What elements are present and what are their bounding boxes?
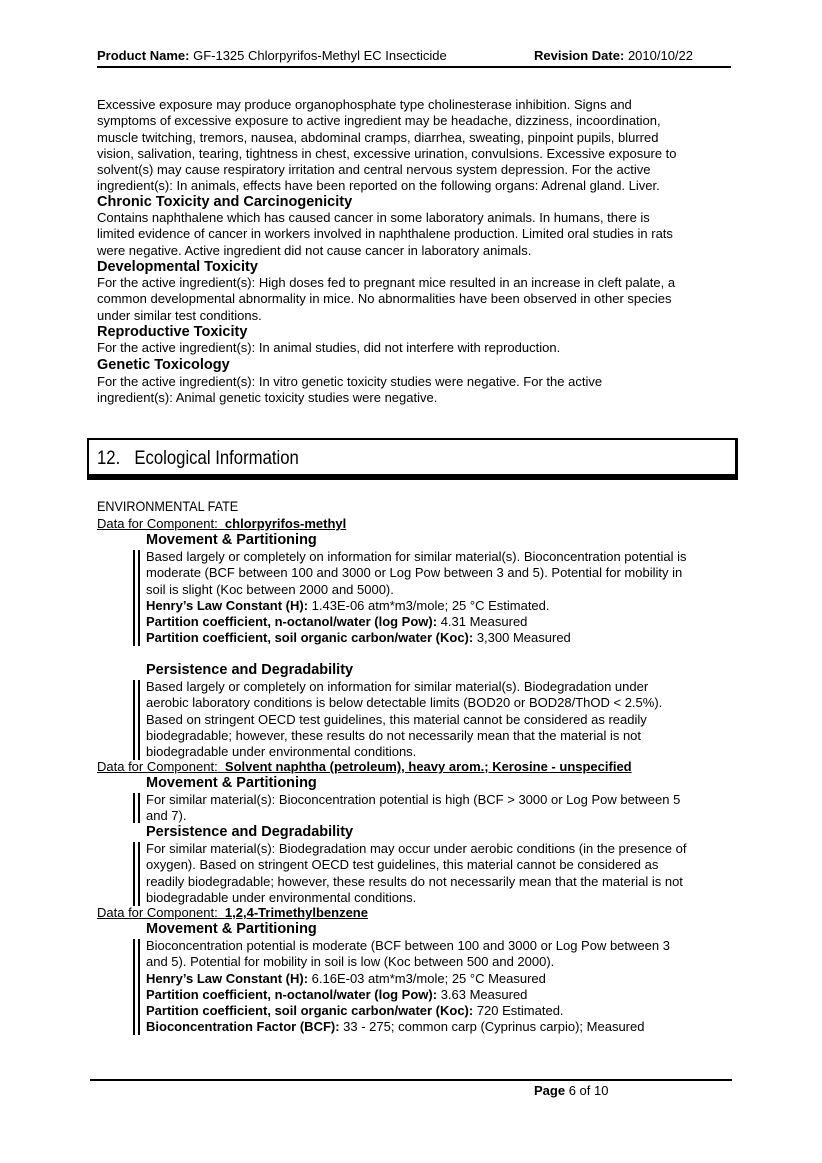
product-name: Product Name: GF-1325 Chlorpyrifos-Methyl EC Insecticide <box>97 48 447 63</box>
component-label: Data for Component: chlorpyrifos-methyl <box>97 516 347 531</box>
revision-bar <box>138 680 140 760</box>
movement-partitioning-heading: Movement & Partitioning <box>146 921 317 937</box>
section-12-header <box>87 438 738 476</box>
genetic-text: For the active ingredient(s): In vitro genetic toxicity studies were negative. For the active ingredient(s): Animal genetic toxicity studies were negative. <box>97 374 603 406</box>
persistence-degradability-heading: Persistence and Degradability <box>146 662 354 678</box>
movement-partitioning-heading: Movement & Partitioning <box>146 532 317 548</box>
genetic-heading: Genetic Toxicology <box>97 357 230 373</box>
section-number: 12. <box>97 448 121 469</box>
movement-partitioning-text: For similar material(s): Bioconcentration potential is high (BCF > 3000 or Log Pow between 5 and 7). <box>146 792 681 824</box>
revision-bar <box>138 939 140 1035</box>
revision-date: Revision Date: 2010/10/22 <box>534 48 694 63</box>
footer-rule <box>90 1079 732 1081</box>
page-number: Page 6 of 10 <box>534 1083 609 1098</box>
revision-bar <box>133 842 135 906</box>
developmental-text: For the active ingredient(s): High doses fed to pregnant mice resulted in an increase in cleft palate, a common developmental abnormality in mice. No abnormalities have been observed in other species under similar test conditions. <box>97 275 676 323</box>
movement-partitioning-heading: Movement & Partitioning <box>146 775 317 791</box>
persistence-degradability-text: Based largely or completely on information for similar material(s). Biodegradation under aerobic laboratory conditions is below detectable limits (BOD20 or BOD28/ThOD < 2.5%). Based on stringent OECD test guidelines, this material cannot be considered as readily biodegradable; however, these results do not necessarily mean that the material is not biodegradable under environmental conditions. <box>146 679 663 760</box>
movement-partitioning-text: Bioconcentration potential is moderate (BCF between 100 and 3000 or Log Pow between 3 and 5). Potential for mobility in soil is low (Koc between 500 and 2000). Henry’s Law Constant (H): 6.16E-03 atm*m3/mole; 25 °C Measured Partition coefficient, n-octanol/water (log Pow): 3.63 Measured Partition coefficient, soil organic carbon/water (Koc): 720 Estimated. Bioconcentration Factor (BCF): 33 - 275; common carp (Cyprinus carpio); Measured <box>146 938 670 1035</box>
chronic-text: Contains naphthalene which has caused cancer in some laboratory animals. In humans, there is limited evidence of cancer in workers involved in naphthalene production. Limited oral studies in rats were negative. Active ingredient did not cause cancer in laboratory animals. <box>97 210 673 258</box>
revision-bar <box>138 842 140 906</box>
component-label: Data for Component: 1,2,4-Trimethylbenzene <box>97 905 368 920</box>
revision-bar <box>133 680 135 760</box>
revision-bar <box>133 939 135 1035</box>
reproductive-text: For the active ingredient(s): In animal studies, did not interfere with reproduction. <box>97 340 561 355</box>
page-header <box>97 48 731 68</box>
chronic-heading: Chronic Toxicity and Carcinogenicity <box>97 194 353 210</box>
component-label: Data for Component: Solvent naphtha (petroleum), heavy arom.; Kerosine - unspecified <box>97 759 632 774</box>
movement-partitioning-text: Based largely or completely on information for similar material(s). Bioconcentration potential is moderate (BCF between 100 and 3000 or Log Pow between 3 and 5). Potential for mobility in soil is slight (Koc between 2000 and 5000). Henry’s Law Constant (H): 1.43E-06 atm*m3/mole; 25 °C Estimated. Partition coefficient, n-octanol/water (log Pow): 4.31 Measured Partition coefficient, soil organic carbon/water (Koc): 3,300 Measured <box>146 549 687 646</box>
intro-paragraph: Excessive exposure may produce organophosphate type cholinesterase inhibition. Signs and symptoms of excessive exposure to active ingredient may be headache, dizziness, incoordination, muscle twitching, tremors, nausea, abdominal cramps, diarrhea, sweating, pinpoint pupils, blurred vision, salivation, tearing, tightness in chest, excessive urination, convulsions. Excessive exposure to solvent(s) may cause respiratory irritation and central nervous system depression. For the active ingredient(s): In animals, effects have been reported on the following organs: Adrenal gland. Liver. <box>97 97 677 194</box>
revision-bar <box>138 550 140 646</box>
persistence-degradability-text: For similar material(s): Biodegradation may occur under aerobic conditions (in the presence of oxygen). Based on stringent OECD test guidelines, this material cannot be considered as readily biodegradable; however, these results do not necessarily mean that the material is not biodegradable under environmental conditions. <box>146 841 687 905</box>
reproductive-heading: Reproductive Toxicity <box>97 324 248 340</box>
revision-bar <box>133 550 135 646</box>
revision-bar <box>138 793 140 823</box>
persistence-degradability-heading: Persistence and Degradability <box>146 824 354 840</box>
section-title: Ecological Information <box>134 448 299 469</box>
environmental-fate-heading: ENVIRONMENTAL FATE <box>97 498 239 514</box>
developmental-heading: Developmental Toxicity <box>97 259 258 275</box>
revision-bar <box>133 793 135 823</box>
